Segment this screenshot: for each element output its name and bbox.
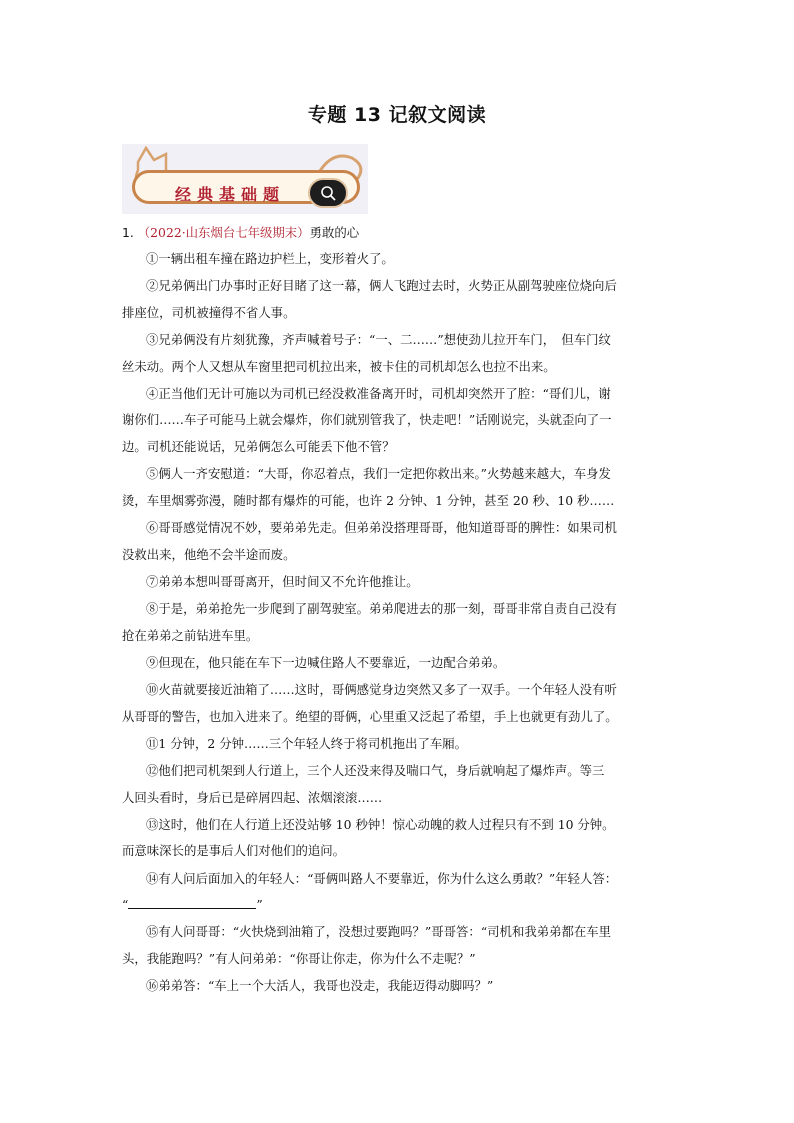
paragraph-line: 从哥哥的警告，也加入进来了。绝望的哥俩，心里重又泛起了希望，手上也就更有劲儿了。 [122, 708, 618, 724]
paragraph-line: 没救出来，他绝不会半途而废。 [122, 546, 296, 562]
question-header [122, 224, 682, 242]
paragraph-line: ⑩火苗就要接近油箱了……这时，哥俩感觉身边突然又多了一双手。一个年轻人没有听 [146, 682, 617, 697]
answer-blank[interactable] [128, 896, 256, 909]
paragraph-line: ⑮有人问哥哥：“火快烧到油箱了，没想过要跑吗？”哥哥答：“司机和我弟弟都在车里 [146, 924, 612, 940]
paragraph-line: 谢你们……车子可能马上就会爆炸，你们就别管我了，快走吧！”话刚说完，头就歪向了一 [122, 412, 612, 428]
paragraph-line: ⑯弟弟答：“车上一个大活人，我哥也没走，我能迈得动脚吗？” [146, 978, 494, 994]
search-badge [308, 178, 348, 208]
paragraph-line: ⑭有人问后面加入的年轻人：“哥俩叫路人不要靠近，你为什么这么勇敢？”年轻人答： [146, 870, 618, 886]
paragraph-line: ⑧于是，弟弟抢先一步爬到了副驾驶室。弟弟爬进去的那一刻，哥哥非常自责自己没有 [146, 601, 617, 616]
paragraph-line: 丝未动。两个人又想从车窗里把司机拉出来，被卡住的司机却怎么也拉不出来。 [122, 358, 556, 374]
banner-label: 经典基础题 [175, 185, 286, 204]
paragraph-line: ⑬这时，他们在人行道上还没站够 10 秒钟！惊心动魄的救人过程只有不到 10 分钟。 [146, 816, 615, 832]
paragraph-line: ⑤俩人一齐安慰道：“大哥，你忍着点，我们一定把你救出来。”火势越来越大，车身发 [146, 466, 611, 482]
paragraph-line: 排座位，司机被撞得不省人事。 [122, 304, 296, 320]
paragraph-line: ⑥哥哥感觉情况不妙，要弟弟先走。但弟弟没搭理哥哥，他知道哥哥的脾性：如果司机 [146, 520, 617, 535]
paragraph-line: ⑨但现在，他只能在车下一边喊住路人不要靠近，一边配合弟弟。 [146, 654, 506, 670]
paragraph-line: ④正当他们无计可施以为司机已经没救准备离开时，司机却突然开了腔：“哥们儿，谢 [146, 385, 611, 401]
paragraph-line: ②兄弟俩出门办事时正好目睹了这一幕，俩人飞跑过去时，火势正从副驾驶座位烧向后 [146, 278, 617, 294]
paragraph-line: ③兄弟俩没有片刻犹豫，齐声喊着号子：“一、二……”想使劲儿拉开车门， 但车门纹 [146, 332, 611, 347]
question-source: （2022·山东烟台七年级期末） [137, 225, 310, 240]
question-number: 1. [122, 225, 134, 240]
paragraph-line: 烫，车里烟雾弥漫，随时都有爆炸的可能，也许 2 分钟、1 分钟，甚至 20 秒、10 秒…… [122, 492, 615, 508]
question-heading: 勇敢的心 [309, 225, 360, 240]
paragraph-line: “ ” [122, 897, 263, 913]
paragraph-line: 抢在弟弟之前钻进车里。 [122, 627, 259, 643]
page-title: 专题 13 记叙文阅读 [307, 104, 487, 126]
paragraph-line: ⑪1 分钟，2 分钟……三个年轻人终于将司机拖出了车厢。 [146, 735, 468, 751]
paragraph-line: ⑦弟弟本想叫哥哥离开，但时间又不允许他推让。 [146, 573, 419, 589]
paragraph-line: 边。司机还能说话，兄弟俩怎么可能丢下他不管？ [122, 439, 395, 454]
paragraph-line: 人回头看时，身后已是碎屑四起、浓烟滚滚…… [122, 789, 383, 805]
paragraph-line: 而意味深长的是事后人们对他们的追问。 [122, 843, 346, 859]
search-icon [310, 180, 346, 206]
paragraph-line: 头，我能跑吗？”有人问弟弟：“你哥让你走，你为什么不走呢？” [122, 951, 476, 966]
paragraph-line: ①一辆出租车撞在路边护栏上，变形着火了。 [146, 251, 394, 266]
paragraph-line: ⑫他们把司机架到人行道上，三个人还没来得及喘口气，身后就响起了爆炸声。等三 [146, 763, 605, 778]
